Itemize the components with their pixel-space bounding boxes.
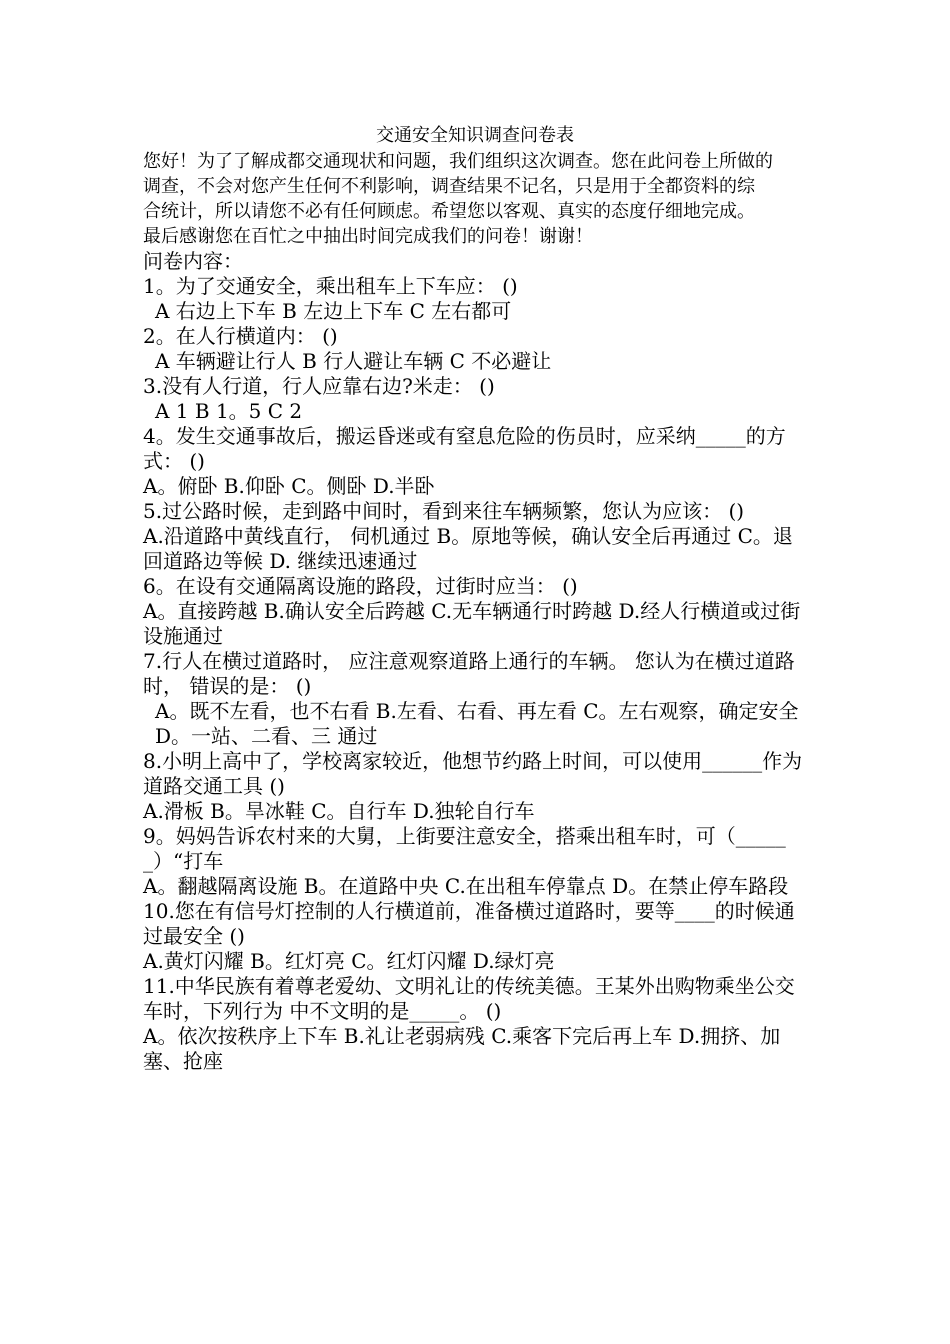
intro-line: 调查，不会对您产生任何不利影响，调查结果不记名，只是用于全都资料的综 [143,176,755,197]
section-label: 问卷内容： [143,249,243,273]
question-options: A。依次按秩序上下车 B.礼让老弱病残 C.乘客下完后再上车 D.拥挤、加塞、抢座 [143,1024,781,1073]
question-7 [143,649,811,749]
question-5 [143,499,811,574]
question-10 [143,899,811,974]
question-3 [143,374,811,424]
question-options: A。翻越隔离设施 B。在道路中央 C.在出租车停靠点 D。在禁止停车路段 [143,874,789,898]
intro-paragraph [143,149,811,249]
question-options: A。既不左看，也不右看 B.左看、右看、再左看 C。左右观察，确定安全 D。一站、二看、三 通过 [155,699,799,748]
question-text: 1。为了交通安全，乘出租车上下车应： () [143,274,518,298]
question-options: A 1 B 1。5 C 2 [155,399,303,423]
question-options: A。俯卧 B.仰卧 C。侧卧 D.半卧 [143,474,435,498]
question-text: 2。在人行横道内： () [143,324,338,348]
question-text: 4。发生交通事故后，搬运昏迷或有窒息危险的伤员时，应采纳_____的方式： () [143,424,786,473]
question-text: 3.没有人行道，行人应靠右边?米走： () [143,374,495,398]
question-text: 6。在设有交通隔离设施的路段，过街时应当： () [143,574,578,598]
question-text: 9。妈妈告诉农村来的大舅，上街要注意安全，搭乘出租车时，可（______）“打车 [143,824,786,873]
question-list [143,274,811,1074]
question-options: A.滑板 B。旱冰鞋 C。自行车 D.独轮自行车 [143,799,535,823]
question-11 [143,974,811,1074]
question-6 [143,574,811,649]
question-2 [143,324,811,374]
intro-line: 最后感谢您在百忙之中抽出时间完成我们的问卷！谢谢！ [143,226,593,247]
question-text: 10.您在有信号灯控制的人行横道前，准备横过道路时，要等____的时候通过最安全 () [143,899,795,948]
question-text: 5.过公路时候，走到路中间时，看到来往车辆频繁，您认为应该： () [143,499,745,523]
document-body [143,149,811,1074]
question-options: A 右边上下车 B 左边上下车 C 左右都可 [155,299,512,323]
question-options: A.沿道路中黄线直行， 伺机通过 B。原地等候，确认安全后再通过 C。退回道路边等候 D. 继续迅速通过 [143,524,793,573]
question-4 [143,424,811,499]
question-text: 11.中华民族有着尊老爱幼、文明礼让的传统美德。王某外出购物乘坐公交车时，下列行为 中不文明的是_____。 () [143,974,795,1023]
intro-line: 合统计，所以请您不必有任何顾虑。希望您以客观、真实的态度仔细地完成。 [143,201,755,222]
question-8 [143,749,811,824]
question-options: A.黄灯闪耀 B。红灯亮 C。红灯闪耀 D.绿灯亮 [143,949,555,973]
question-text: 7.行人在横过道路时， 应注意观察道路上通行的车辆。 您认为在横过道路时， 错误的是： () [143,649,795,698]
question-9 [143,824,811,899]
document-title: 交通安全知识调查问卷表 [376,125,574,146]
intro-line: 您好！为了了解成都交通现状和问题，我们组织这次调查。您在此问卷上所做的 [143,151,773,172]
question-options: A。直接跨越 B.确认安全后跨越 C.无车辆通行时跨越 D.经人行横道或过街设施通过 [143,599,801,648]
question-1 [143,274,811,324]
question-text: 8.小明上高中了，学校离家较近，他想节约路上时间，可以使用______作为道路交通工具 () [143,749,803,798]
question-options: A 车辆避让行人 B 行人避让车辆 C 不必避让 [155,349,552,373]
